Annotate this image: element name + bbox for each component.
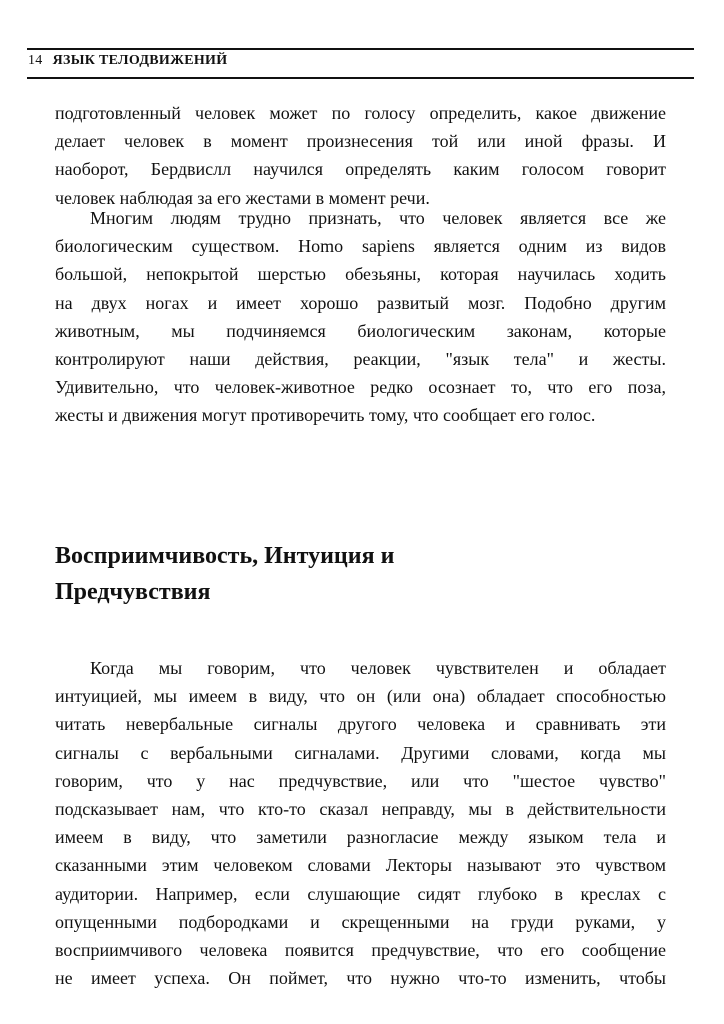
running-header (28, 53, 227, 69)
text-line: опущенными подбородками и скрещенными на груди руками, у (55, 911, 666, 932)
section-heading-line-1: Восприимчивость, Интуиция и (55, 543, 395, 569)
text-line: сигналы с вербальными сигналами. Другими словами, когда мы (55, 742, 666, 763)
text-line: интуицией, мы имеем в виду, что он (или она) обладает способностью (55, 686, 666, 707)
text-line: говорим, что у нас предчувствие, или что "шестое чувство" (55, 770, 666, 791)
text-line: Когда мы говорим, что человек чувствителен и обладает (90, 658, 666, 678)
header-bottom-rule (27, 77, 694, 79)
section-heading-line-2: Предчувствия (55, 579, 211, 605)
paragraph-1 (55, 99, 666, 212)
text-line: Удивительно, что человек-животное редко осознает то, что его поза, (55, 377, 666, 398)
running-title: ЯЗЫК ТЕЛОДВИЖЕНИЙ (52, 53, 228, 68)
text-line: Многим людям трудно признать, что человек является все же (90, 208, 666, 228)
text-line: делает человек в момент произнесения той или иной фразы. И (55, 131, 666, 152)
text-line: сказанными этим человеком словами Лекторы называют это чувством (55, 855, 666, 876)
text-line: жесты и движения могут противоречить тому, что сообщает его голос. (55, 405, 596, 426)
text-line: не имеет успеха. Он поймет, что нужно что-то изменить, чтобы (55, 968, 666, 989)
text-line: аудитории. Например, если слушающие сидят глубоко в креслах с (55, 883, 666, 904)
page-number: 14 (28, 53, 43, 68)
text-line: контролируют наши действия, реакции, "язык тела" и жесты. (55, 348, 666, 369)
text-line: наоборот, Бердвислл научился определять каким голосом говорит (55, 159, 666, 180)
text-line: животным, мы подчиняемся биологическим законам, которые (55, 320, 666, 341)
text-line: подготовленный человек может по голосу определить, какое движение (55, 103, 666, 123)
paragraph-3 (55, 654, 666, 992)
text-line: на двух ногах и имеет хорошо развитый мозг. Подобно другим (55, 292, 666, 313)
paragraph-2 (55, 204, 666, 430)
text-line: подсказывает нам, что кто-то сказал неправду, мы в действительности (55, 798, 666, 819)
text-line: имеем в виду, что заметили разногласие между языком тела и (55, 827, 666, 848)
text-line: большой, непокрытой шерстью обезьяны, которая научилась ходить (55, 264, 666, 285)
text-line: человек наблюдая за его жестами в момент речи. (55, 187, 430, 208)
text-line: биологическим существом. Homo sapiens является одним из видов (55, 236, 666, 257)
text-line: восприимчивого человека появится предчувствие, что его сообщение (55, 939, 666, 960)
header-top-rule (27, 48, 694, 50)
text-line: читать невербальные сигналы другого человека и сравнивать эти (55, 714, 666, 735)
section-heading (55, 538, 394, 610)
